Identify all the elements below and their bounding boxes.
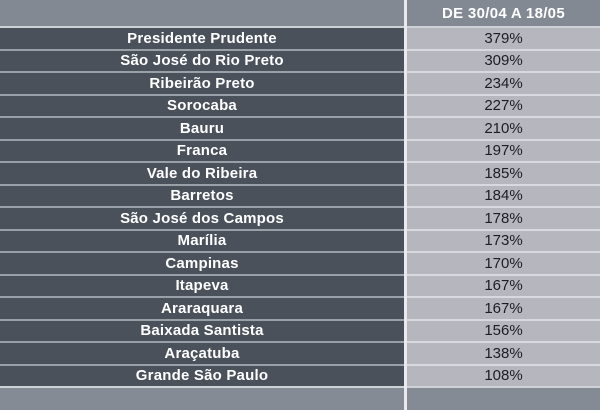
region-label: Marília: [0, 229, 404, 252]
table-row: [0, 94, 600, 117]
table-row: [0, 229, 600, 252]
region-label: São José dos Campos: [0, 206, 404, 229]
region-value: 227%: [407, 94, 600, 117]
table-row: [0, 71, 600, 94]
region-value: 178%: [407, 206, 600, 229]
table-row: [0, 251, 600, 274]
table-header-row: [0, 0, 600, 26]
region-label: Vale do Ribeira: [0, 161, 404, 184]
region-value: 167%: [407, 274, 600, 297]
region-value: 234%: [407, 71, 600, 94]
region-value: 173%: [407, 229, 600, 252]
region-label: Araçatuba: [0, 341, 404, 364]
region-value: 167%: [407, 296, 600, 319]
region-value: 210%: [407, 116, 600, 139]
region-label: Baixada Santista: [0, 319, 404, 342]
region-value: 197%: [407, 139, 600, 162]
footer-empty-cell-left: [0, 386, 404, 410]
header-period-label: DE 30/04 A 18/05: [407, 0, 600, 26]
region-label: Ribeirão Preto: [0, 71, 404, 94]
region-label: Barretos: [0, 184, 404, 207]
table-row: [0, 139, 600, 162]
region-value: 379%: [407, 26, 600, 49]
table-row: [0, 206, 600, 229]
region-value: 185%: [407, 161, 600, 184]
footer-empty-cell-right: [407, 386, 600, 410]
header-empty-cell: [0, 0, 404, 26]
region-label: Grande São Paulo: [0, 364, 404, 387]
table-row: [0, 364, 600, 387]
table-row: [0, 26, 600, 49]
table-row: [0, 116, 600, 139]
region-label: Araraquara: [0, 296, 404, 319]
region-value: 138%: [407, 341, 600, 364]
region-label: Franca: [0, 139, 404, 162]
table-row: [0, 319, 600, 342]
region-label: São José do Rio Preto: [0, 49, 404, 72]
table-row: [0, 184, 600, 207]
table-row: [0, 296, 600, 319]
region-value: 309%: [407, 49, 600, 72]
region-label: Bauru: [0, 116, 404, 139]
region-label: Campinas: [0, 251, 404, 274]
region-label: Presidente Prudente: [0, 26, 404, 49]
table-row: [0, 341, 600, 364]
region-value: 170%: [407, 251, 600, 274]
region-value: 184%: [407, 184, 600, 207]
region-value: 108%: [407, 364, 600, 387]
region-value: 156%: [407, 319, 600, 342]
table-row: [0, 274, 600, 297]
table-row: [0, 161, 600, 184]
region-label: Sorocaba: [0, 94, 404, 117]
region-label: Itapeva: [0, 274, 404, 297]
table-row: [0, 49, 600, 72]
table-footer-row: [0, 386, 600, 410]
